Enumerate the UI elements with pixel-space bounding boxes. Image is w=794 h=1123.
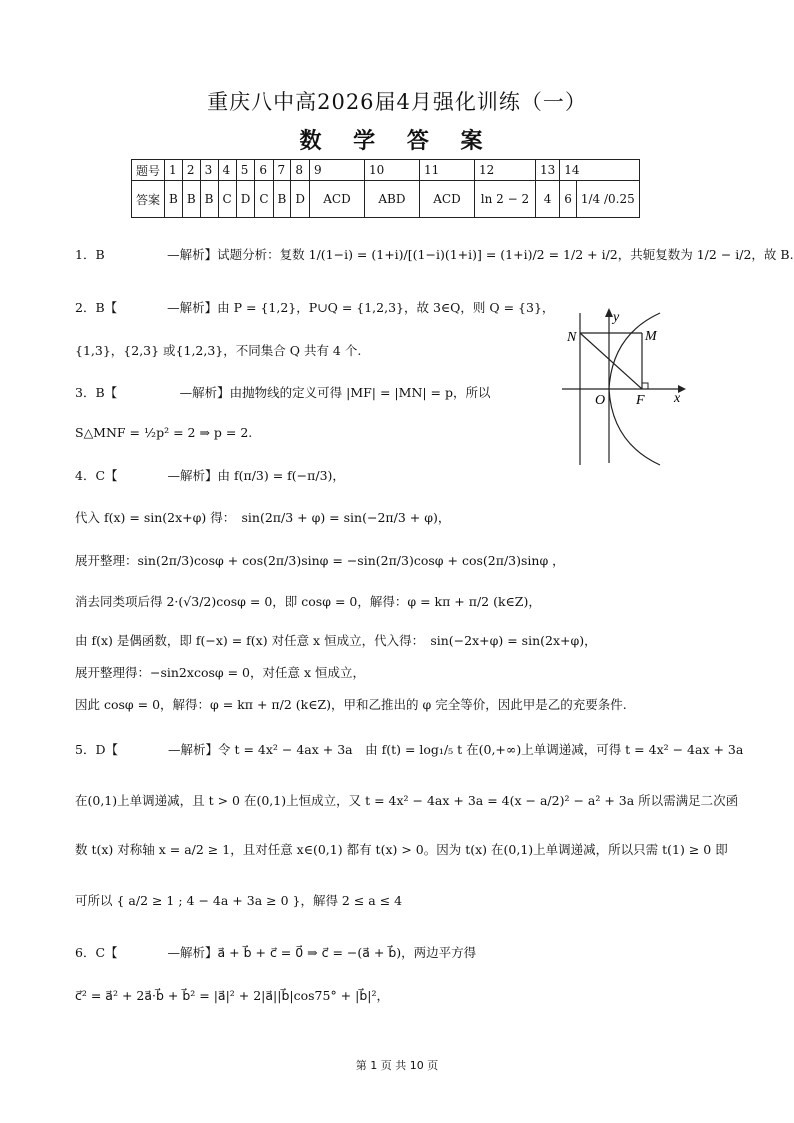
answer-cell: C (255, 181, 273, 218)
answer-cell: 4 (535, 181, 559, 218)
answer-cell: B (273, 181, 291, 218)
solution-5-line-3: 数 t(x) 对称轴 x = a/2 ≥ 1，且对任意 x∈(0,1) 都有 t(x) > 0。因为 t(x) 在(0,1)上单调递减，所以只需 t(1) ≥ 0 即 (75, 842, 728, 857)
solution-4-line-6: 展开整理得：−sin2xcosφ = 0，对任意 x 恒成立， (75, 665, 366, 680)
answer-cell: B (165, 181, 183, 218)
solution-4-line-1: 4．C【 —解析】由 f(π/3) = f(−π/3)， (75, 468, 345, 483)
solution-1: 1．B —解析】试题分析：复数 1/(1−i) = (1+i)/[(1−i)(1+i)] = (1+i)/2 = 1/2 + i/2，共轭复数为 1/2 − i/2，故 B. (75, 247, 794, 262)
row-label-question: 题号 (132, 160, 165, 181)
solution-5-line-2: 在(0,1)上单调递减，且 t > 0 在(0,1)上恒成立，又 t = 4x² − 4ax + 3a = 4(x − a/2)² − a² + 3a 所以需满足二次函 (75, 793, 739, 808)
label-M: M (645, 329, 657, 344)
question-number: 11 (419, 160, 474, 181)
y-axis-arrow-icon (605, 308, 613, 317)
answer-cell: B (200, 181, 218, 218)
answer-cell: ACD (419, 181, 474, 218)
answer-cell: 6 (560, 181, 577, 218)
question-number: 2 (182, 160, 200, 181)
question-number: 4 (218, 160, 236, 181)
answer-cell: ln 2 − 2 (474, 181, 535, 218)
question-number: 13 (535, 160, 559, 181)
question-number: 12 (474, 160, 535, 181)
label-x: x (674, 391, 681, 406)
answer-cell: ABD (364, 181, 419, 218)
question-number: 9 (309, 160, 364, 181)
answer-table-number-row (132, 160, 640, 181)
question-number: 10 (364, 160, 419, 181)
solution-5-line-4: 可所以 { a/2 ≥ 1 ; 4 − 4a + 3a ≥ 0 }，解得 2 ≤ a ≤ 4 (75, 893, 403, 908)
answer-cell: ACD (309, 181, 364, 218)
question-number: 7 (273, 160, 291, 181)
answer-cell: D (291, 181, 310, 218)
solution-3-line-2: S△MNF = ½p² = 2 ⇒ p = 2. (75, 425, 253, 440)
page-number: 第 1 页 共 10 页 (355, 1059, 439, 1072)
label-N: N (567, 330, 577, 345)
label-F: F (636, 393, 645, 408)
document-title: 重庆八中高2026届4月强化训练（一） (207, 90, 587, 114)
question-number: 1 (165, 160, 183, 181)
solution-4-line-7: 因此 cosφ = 0，解得：φ = kπ + π/2 (k∈Z)，甲和乙推出的 φ 完全等价，因此甲是乙的充要条件. (75, 697, 627, 712)
answer-table-answer-row (132, 181, 640, 218)
answer-cell: D (236, 181, 255, 218)
solution-4-line-5: 由 f(x) 是偶函数，即 f(−x) = f(x) 对任意 x 恒成立，代入得： sin(−2x+φ) = sin(2x+φ)， (75, 633, 597, 648)
answer-cell: B (182, 181, 200, 218)
right-angle-mark (642, 383, 648, 389)
question-number: 6 (255, 160, 273, 181)
solution-2-line-1: 2．B【 —解析】由 P = {1,2}，P∪Q = {1,2,3}，故 3∈Q，则 Q = {3}， (75, 300, 555, 315)
solution-4-line-2: 代入 f(x) = sin(2x+φ) 得： sin(2π/3 + φ) = sin(−2π/3 + φ)， (75, 510, 451, 525)
row-label-answer: 答案 (132, 181, 165, 218)
answer-cell: C (218, 181, 236, 218)
question-number: 3 (200, 160, 218, 181)
label-O: O (595, 393, 606, 408)
solution-6-line-2: c⃗² = a⃗² + 2a⃗·b⃗ + b⃗² = |a⃗|² + 2|a⃗||b⃗|cos75° + |b⃗|²， (75, 988, 389, 1003)
answer-cell: 1/4 /0.25 (576, 181, 639, 218)
label-y: y (613, 310, 620, 325)
solution-4-line-4: 消去同类项后得 2·(√3/2)cosφ = 0，即 cosφ = 0，解得：φ = kπ + π/2 (k∈Z)， (75, 594, 541, 609)
segment-NF (580, 333, 642, 389)
solution-5-line-1: 5．D【 —解析】令 t = 4x² − 4ax + 3a 由 f(t) = log₁/₅ t 在(0,+∞)上单调递减，可得 t = 4x² − 4ax + 3a (75, 742, 744, 757)
question-number: 5 (236, 160, 255, 181)
parabola-figure (560, 305, 690, 467)
solution-2-line-2: {1,3}，{2,3} 或{1,2,3}，不同集合 Q 共有 4 个. (75, 343, 362, 358)
question-number: 14 (560, 160, 640, 181)
answer-table (131, 159, 640, 218)
solution-3-line-1: 3．B【 —解析】由抛物线的定义可得 |MF| = |MN| = p，所以 (75, 385, 491, 400)
solution-6-line-1: 6．C【 —解析】a⃗ + b⃗ + c⃗ = 0⃗ ⇒ c⃗ = −(a⃗ + b⃗)，两边平方得 (75, 945, 477, 960)
question-number: 8 (291, 160, 310, 181)
solution-4-line-3: 展开整理：sin(2π/3)cosφ + cos(2π/3)sinφ = −sin(2π/3)cosφ + cos(2π/3)sinφ ， (75, 553, 565, 568)
document-subtitle: 数 学 答 案 (299, 128, 495, 154)
